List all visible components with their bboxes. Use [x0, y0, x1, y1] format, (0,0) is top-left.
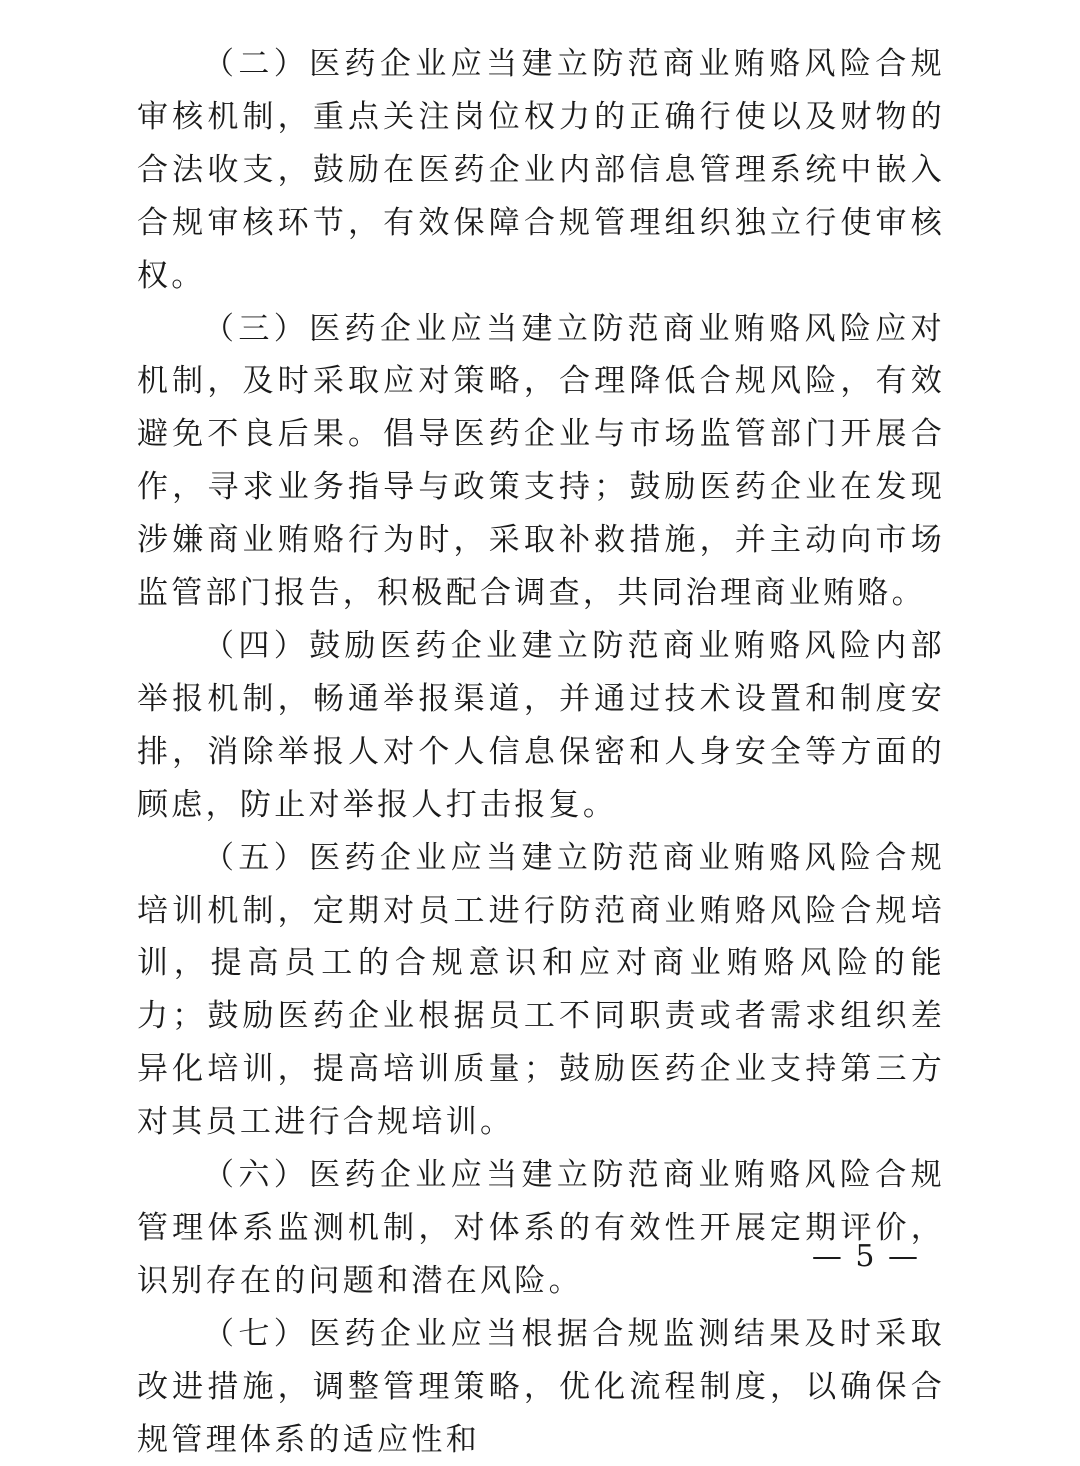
paragraph-clause-3: （三）医药企业应当建立防范商业贿赂风险应对机制，及时采取应对策略，合理降低合规风险，有效避免不良后果。倡导医药企业与市场监管部门开展合作，寻求业务指导与政策支持；鼓励医药企业在发现涉嫌商业贿赂行为时，采取补救措施，并主动向市场监管部门报告，积极配合调查，共同治理商业贿赂。: [137, 310, 945, 612]
paragraph-clause-6: （六）医药企业应当建立防范商业贿赂风险合规管理体系监测机制，对体系的有效性开展定期评价，识别存在的问题和潜在风险。: [137, 1157, 945, 1299]
page-number: — 5 —: [811, 1239, 920, 1274]
paragraph-clause-4: （四）鼓励医药企业建立防范商业贿赂风险内部举报机制，畅通举报渠道，并通过技术设置和制度安排，消除举报人对个人信息保密和人身安全等方面的顾虑，防止对举报人打击报复。: [137, 627, 945, 823]
paragraph-clause-2: （二）医药企业应当建立防范商业贿赂风险合规审核机制，重点关注岗位权力的正确行使以及财物的合法收支，鼓励在医药企业内部信息管理系统中嵌入合规审核环节，有效保障合规管理组织独立行使审核权。: [137, 46, 945, 294]
paragraph-clause-7: （七）医药企业应当根据合规监测结果及时采取改进措施，调整管理策略，优化流程制度，以确保合规管理体系的适应性和: [137, 1315, 945, 1458]
paragraph-clause-5: （五）医药企业应当建立防范商业贿赂风险合规培训机制，定期对员工进行防范商业贿赂风险合规培训，提高员工的合规意识和应对商业贿赂风险的能力；鼓励医药企业根据员工不同职责或者需求组织差异化培训，提高培训质量；鼓励医药企业支持第三方对其员工进行合规培训。: [137, 839, 945, 1141]
